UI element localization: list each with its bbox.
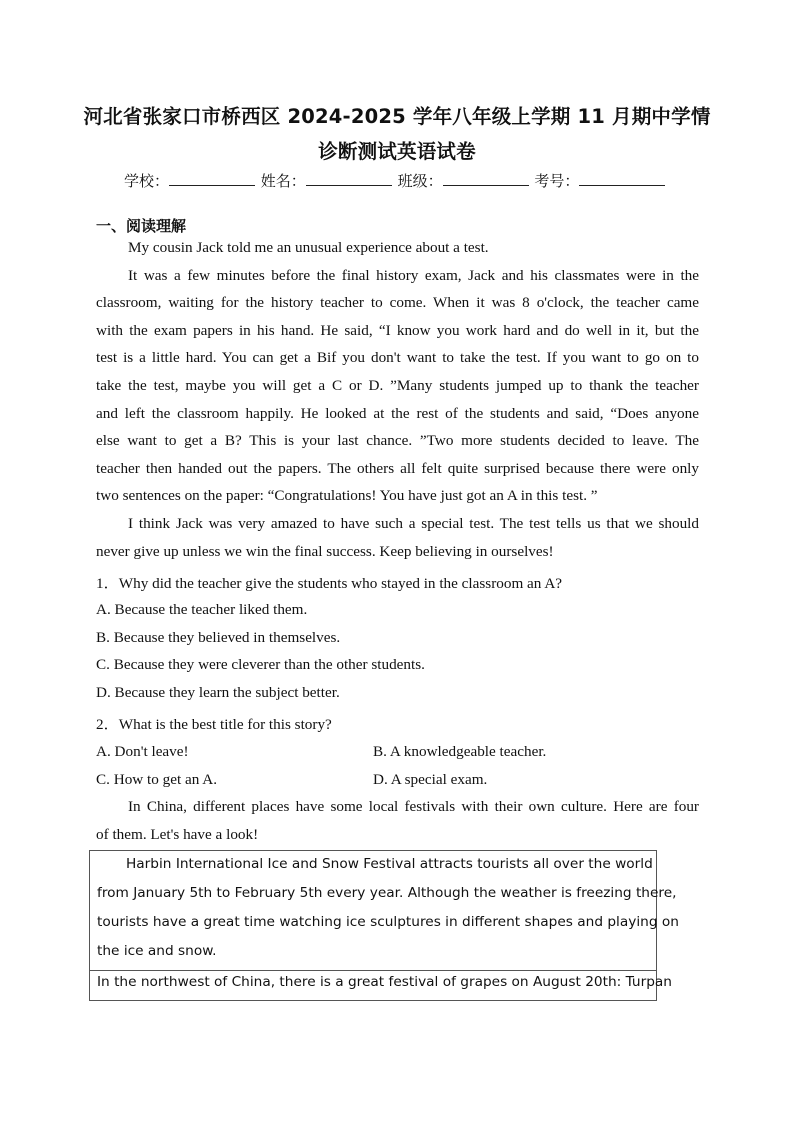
student-info-row <box>124 170 666 191</box>
box-line: Harbin International Ice and Snow Festival attracts tourists all over the world <box>126 856 653 872</box>
box-line: the ice and snow. <box>97 943 217 959</box>
passage-line: classroom, waiting for the history teacher to come. When it was 8 o'clock, the teacher came <box>96 294 699 311</box>
class-blank[interactable] <box>443 171 529 186</box>
page-title: 河北省张家口市桥西区 2024-2025 学年八年级上学期 11 月期中学情 <box>83 105 711 128</box>
passage-line: test is a little hard. You can get a Bif you don't want to take the test. If you want to go on to <box>96 349 699 366</box>
name-label: 姓名： <box>260 172 306 190</box>
passage-line: I think Jack was very amazed to have such a special test. The test tells us that we should <box>128 515 699 532</box>
passage-line: teacher then handed out the papers. The others all felt quite surprised because there were only <box>96 460 699 477</box>
exam-number-blank[interactable] <box>579 171 665 186</box>
page-subtitle: 诊断测试英语试卷 <box>318 140 476 163</box>
festival-box-harbin <box>89 850 679 971</box>
festival-box-turpan <box>89 970 672 1001</box>
option-a[interactable]: A. Don't leave! <box>96 743 189 760</box>
passage-line: two sentences on the paper: “Congratulations! You have just got an A in this test. ” <box>96 487 598 504</box>
option-b[interactable]: B. Because they believed in themselves. <box>96 629 341 646</box>
option-b[interactable]: B. A knowledgeable teacher. <box>373 743 547 760</box>
passage-line: with the exam papers in his hand. He said, “I know you work hard and do well in it, but the <box>96 322 699 339</box>
question-stem: 1．Why did the teacher give the students who stayed in the classroom an A? <box>96 575 563 592</box>
section-heading: 一、阅读理解 <box>96 217 187 235</box>
option-c[interactable]: C. Because they were cleverer than the other students. <box>96 656 425 673</box>
passage-line: It was a few minutes before the final history exam, Jack and his classmates were in the <box>128 267 699 284</box>
passage-line: My cousin Jack told me an unusual experience about a test. <box>128 239 489 256</box>
passage-line: never give up unless we win the final success. Keep believing in ourselves! <box>96 543 554 560</box>
passage-line: of them. Let's have a look! <box>96 826 259 843</box>
name-blank[interactable] <box>306 171 392 186</box>
passage-line: and left the classroom happily. He looked at the rest of the students and said, “Does anyone <box>96 405 699 422</box>
question-stem: 2．What is the best title for this story? <box>96 716 332 733</box>
option-a[interactable]: A. Because the teacher liked them. <box>96 601 308 618</box>
class-label: 班级： <box>397 172 443 190</box>
school-label: 学校： <box>124 172 170 190</box>
option-d[interactable]: D. A special exam. <box>373 771 488 788</box>
option-c[interactable]: C. How to get an A. <box>96 771 218 788</box>
passage-line: take the test, maybe you will get a C or D. ”Many students jumped up to thank the teacher <box>96 377 699 394</box>
exam-number-label: 考号： <box>534 172 580 190</box>
passage-line: In China, different places have some local festivals with their own culture. Here are four <box>128 798 699 815</box>
box-line: from January 5th to February 5th every year. Although the weather is freezing there, <box>97 885 677 901</box>
box-line: tourists have a great time watching ice sculptures in different shapes and playing on <box>97 914 679 930</box>
box-line: In the northwest of China, there is a great festival of grapes on August 20th: Turpan <box>97 974 672 990</box>
option-d[interactable]: D. Because they learn the subject better. <box>96 684 340 701</box>
passage-line: else want to get a B? This is your last chance. ”Two more students decided to leave. The <box>96 432 699 449</box>
school-blank[interactable] <box>169 171 255 186</box>
